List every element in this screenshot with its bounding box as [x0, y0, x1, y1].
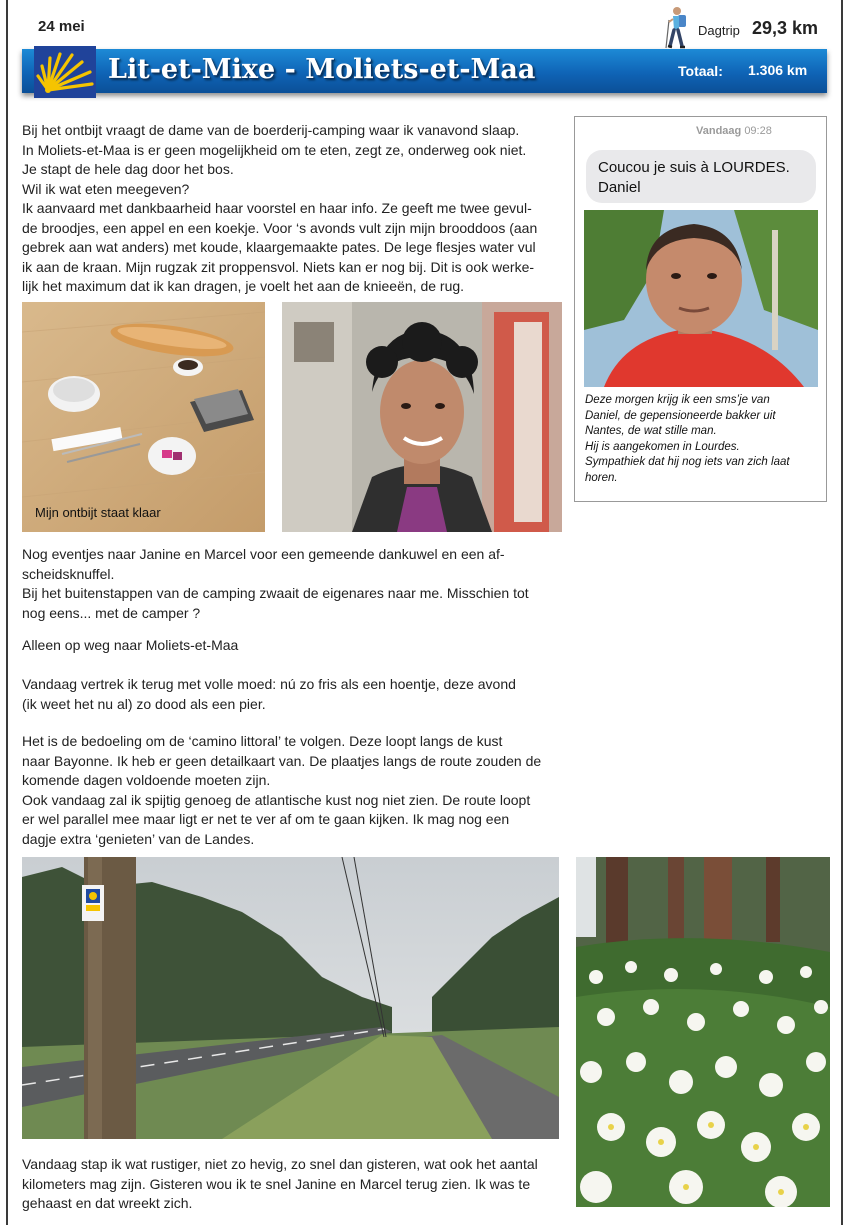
- dagtrip-label: Dagtrip: [698, 23, 740, 38]
- scallop-shell-icon: [34, 46, 96, 98]
- portrait-photo-woman: [282, 302, 562, 532]
- page-title: Lit-et-Mixe - Moliets-et-Maa: [108, 54, 536, 85]
- hiker-icon: [660, 6, 692, 50]
- road-photo: [22, 857, 559, 1139]
- date-label: 24 mei: [38, 18, 85, 35]
- breakfast-photo: [22, 302, 265, 532]
- page-border-right: [841, 0, 843, 1225]
- breakfast-caption: Mijn ontbijt staat klaar: [35, 505, 161, 520]
- flowers-photo: [576, 857, 830, 1207]
- sms-timestamp: Vandaag 09:28: [696, 125, 772, 137]
- route-paragraph: Het is de bedoeling om de ‘camino littoral’ te volgen. Deze loopt langs de kust naar Bayonne. Ik heb er geen detailkaart van. De plaatjes langs de route zouden de komende dagen voldoende moeten zijn. Ook vandaag zal ik spijtig genoeg de atlantische kust nog niet zien. De route loopt er wel parallel mee maar ligt er net te ver af om te gaan kijken. Ik mag nog een dagje extra ‘genieten’ van de Landes.: [22, 733, 542, 847]
- page-border-left: [6, 0, 8, 1225]
- dagtrip-value: 29,3 km: [752, 18, 819, 38]
- intro-paragraph: Bij het ontbijt vraagt de dame van de boerderij-camping waar ik vanavond slaap. In Moliets-et-Maa is er geen mogelijkheid om te eten, zegt ze, onderweg ook niet. Je stapt de hele dag door het bos. Wil ik wat eten meegeven? Ik aanvaard met dankbaarheid haar voorstel en haar info. Ze geeft me twee gevul- de broodjes, een appel en een koekje. Voor ‘s avonds vult zijn mijn brooddoos (aan gebrek aan wat anders) met koude, klaargemaakte pates. De lege flesjes water vul ik aan de kraan. Mijn rugzak zit proppensvol. Niets kan er nog bij. Dit is ook werke- lijk het maximum dat ik kan dragen, je voelt het aan de knieeën, de rug.: [22, 122, 538, 294]
- portrait-photo-daniel: [584, 210, 818, 387]
- totaal-value: 1.306 km: [748, 62, 808, 78]
- totaal-label: Totaal:: [678, 63, 723, 79]
- section-subtitle: Alleen op weg naar Moliets-et-Maa: [22, 637, 239, 653]
- closing-paragraph: Vandaag stap ik wat rustiger, niet zo hevig, zo snel dan gisteren, wat ook het aantal kilometers mag zijn. Gisteren wou ik te snel Janine en Marcel terug zien. Ik was te gehaast en dat wreekt zich.: [22, 1156, 538, 1211]
- farewell-paragraph: Nog eventjes naar Janine en Marcel voor een gemeende dankuwel en een af- scheidsknuffel. Bij het buitenstappen van de camping zwaait de eigenares naar me. Misschien tot nog eens... met de camper ?: [22, 546, 529, 621]
- sms-message: Coucou je suis à LOURDES. Daniel: [598, 159, 790, 196]
- departure-paragraph: Vandaag vertrek ik terug met volle moed: nú zo fris als een hoentje, deze avond (ik weet het nu al) zo dood als een pier.: [22, 676, 516, 712]
- sms-caption: Deze morgen krijg ik een sms’je van Daniel, de gepensioneerde bakker uit Nantes, de wat stille man. Hij is aangekomen in Lourdes. Sympathiek dat hij nog iets van zich laat horen.: [585, 394, 790, 484]
